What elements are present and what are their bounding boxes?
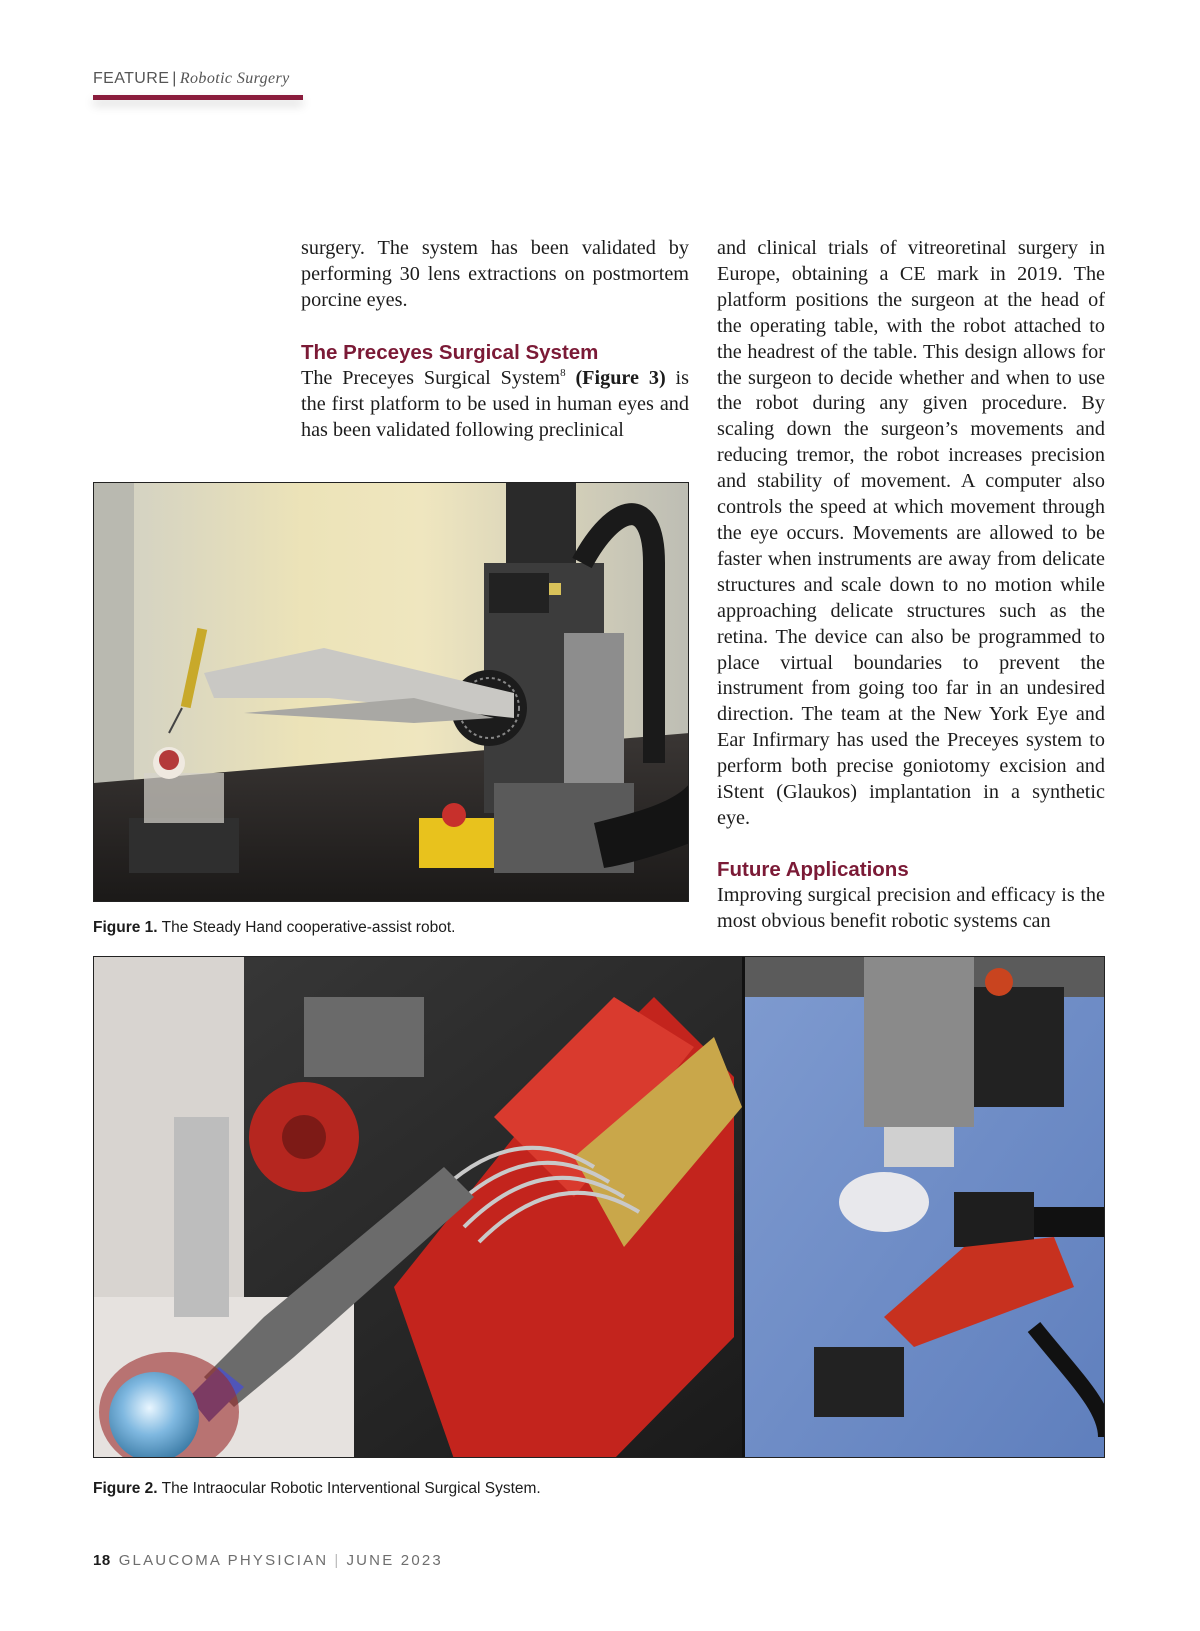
footer-separator: | (334, 1552, 341, 1569)
steady-hand-robot-image (94, 483, 689, 902)
figure-1-caption (93, 919, 455, 937)
figure-1-photo (93, 482, 689, 902)
header-separator: | (172, 70, 177, 87)
figure-2-caption (93, 1480, 541, 1498)
header-rule (93, 95, 303, 100)
figure-2-photo (93, 956, 1105, 1458)
iriss-robot-image (94, 957, 1105, 1458)
topic-label: Robotic Surgery (179, 70, 290, 87)
body-paragraph: surgery. The system has been validated by performing 30 lens extractions on postmortem porcine eyes. (301, 237, 689, 311)
figure-reference: (Figure 3) (575, 366, 666, 389)
issue-date: JUNE 2023 (346, 1552, 443, 1569)
section-label: FEATURE (93, 70, 170, 87)
running-header (93, 70, 290, 88)
text-run: is the first platform to be used in human eyes and has been validated following preclinical (301, 366, 690, 441)
caption-text: The Intraocular Robotic Interventional Surgical System. (161, 1480, 541, 1497)
text-run: The Preceyes Surgical System (301, 366, 561, 389)
figure-label: Figure 1. (93, 919, 158, 936)
figure-label: Figure 2. (93, 1480, 158, 1497)
right-column (717, 236, 1105, 935)
caption-text: The Steady Hand cooperative-assist robot. (161, 919, 456, 936)
body-paragraph: and clinical trials of vitreoretinal surgery in Europe, obtaining a CE mark in 2019. The platform positions the surgeon at the head of the operating table, with the robot attached to the headrest of the table. This design allows for the surgeon to decide whether and when to use the robot during any given procedure. By scaling down the surgeon’s movements and reducing tremor, the robot increases precision and stability of movement. A computer also controls the speed at which movement through the eye occurs. Movements are allowed to be faster when instruments are away from delicate structures and scale down to no motion while approaching delicate structures such as the retina. The device can also be programmed to place virtual boundaries to prevent the instrument from going too far in an undesired direction. The team at the New York Eye and Ear Infirmary has used the Preceyes system to perform both precise goniotomy excision and iStent (Glaukos) implantation in a synthetic eye. (717, 237, 1105, 829)
body-paragraph: Improving surgical precision and efficacy is the most obvious benefit robotic systems can (717, 883, 1105, 932)
publication-name: GLAUCOMA PHYSICIAN (118, 1552, 329, 1569)
section-heading-preceyes: The Preceyes Surgical System (301, 340, 599, 364)
body-paragraph (301, 366, 689, 444)
section-heading-future: Future Applications (717, 857, 909, 881)
reference-superscript: 8 (560, 366, 566, 379)
left-column (301, 236, 689, 443)
page-footer (93, 1552, 443, 1569)
page-number: 18 (93, 1552, 111, 1569)
